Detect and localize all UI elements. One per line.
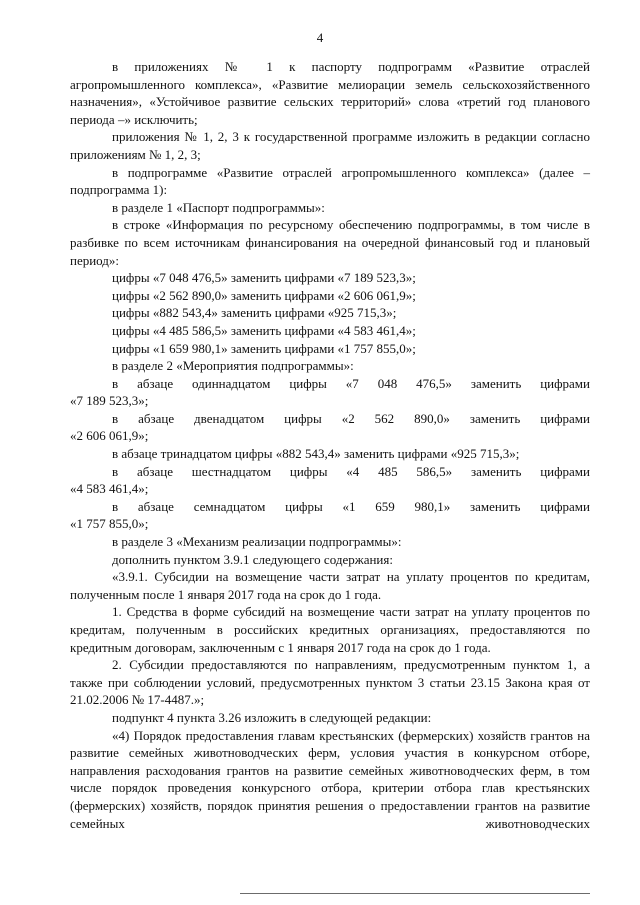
document-paragraph: в абзаце семнадцатом цифры «1 659 980,1» заменить цифрами [112, 498, 590, 514]
document-paragraph: «3.9.1. Субсидии на возмещение части затрат на уплату процентов по кредитам, полученным после 1 января 2017 года на срок до 1 года. [70, 569, 590, 602]
document-paragraph: в подпрограмме «Развитие отраслей агропромышленного комплекса» (далее – подпрограмма 1): [70, 164, 590, 198]
document-paragraph: 2. Субсидии предоставляются по направлениям, предусмотренным пунктом 1, а также при соблюдении условий, предусмотренных пунктом 3 статьи 23.15 Закона края от 21.02.2006 № 17-4487.»; [70, 657, 590, 708]
document-paragraph: «1 757 855,0»; [70, 516, 149, 532]
document-paragraph: в разделе 1 «Паспорт подпрограммы»: [112, 199, 325, 215]
document-paragraph: «4 583 461,4»; [70, 481, 149, 497]
document-paragraph: 1. Средства в форме субсидий на возмещение части затрат на уплату процентов по кредитам, полученным в российских кредитных организациях, предоставляются по кредитным договорам, заключенным с 1 января 2017 года на срок до 1 года. [70, 604, 590, 655]
document-paragraph: подпункт 4 пункта 3.26 изложить в следующей редакции: [112, 709, 432, 725]
page-bottom-edge [240, 893, 590, 894]
document-paragraph: «7 189 523,3»; [70, 393, 149, 409]
document-paragraph: в приложениях № 1 к паспорту подпрограмм «Развитие отраслей агропромышленного комплекса», «Развитие мелиорации земель сельскохозяйственного назначения», «Устойчивое развитие сельских территорий» слова «третий год планового периода –» исключить; [70, 59, 590, 127]
document-paragraph: приложения № 1, 2, 3 к государственной программе изложить в редакции согласно приложениям № 1, 2, 3; [70, 129, 590, 162]
document-paragraph: в разделе 3 «Механизм реализации подпрограммы»: [112, 534, 402, 550]
document-paragraph: «4) Порядок предоставления главам крестьянских (фермерских) хозяйств грантов на развитие семейных животноводческих ферм, условия участия в конкурсном отборе, направления расходования грантов на развитие семейных животноводческих ферм, в том числе порядок проведения конкурсного отбора, критерии отбора глав крестьянских (фермерских) хозяйств, порядок принятия решения о предоставлении грантов на развитие семейных животноводческих [70, 727, 590, 831]
document-paragraph: в абзаце тринадцатом цифры «882 543,4» заменить цифрами «925 715,3»; [112, 446, 520, 462]
document-paragraph: цифры «882 543,4» заменить цифрами «925 715,3»; [112, 305, 397, 321]
document-paragraph: в строке «Информация по ресурсному обеспечению подпрограммы, в том числе в разбивке по всем источникам финансирования на очередной финансовый год и плановый период»: [70, 217, 590, 268]
document-paragraph: в абзаце двенадцатом цифры «2 562 890,0» заменить цифрами [112, 410, 590, 426]
document-paragraph: «2 606 061,9»; [70, 428, 149, 444]
document-paragraph: цифры «2 562 890,0» заменить цифрами «2 606 061,9»; [112, 287, 416, 303]
document-paragraph: в абзаце шестнадцатом цифры «4 485 586,5» заменить цифрами [112, 463, 590, 479]
document-paragraph: в разделе 2 «Мероприятия подпрограммы»: [112, 358, 354, 374]
document-paragraph: цифры «7 048 476,5» заменить цифрами «7 189 523,3»; [112, 270, 416, 286]
document-paragraph: цифры «1 659 980,1» заменить цифрами «1 757 855,0»; [112, 340, 416, 356]
document-body [70, 58, 590, 832]
document-paragraph: в абзаце одиннадцатом цифры «7 048 476,5» заменить цифрами [112, 375, 590, 391]
document-paragraph: дополнить пунктом 3.9.1 следующего содержания: [112, 551, 393, 567]
document-paragraph: цифры «4 485 586,5» заменить цифрами «4 583 461,4»; [112, 322, 416, 338]
page-number: 4 [316, 30, 324, 45]
